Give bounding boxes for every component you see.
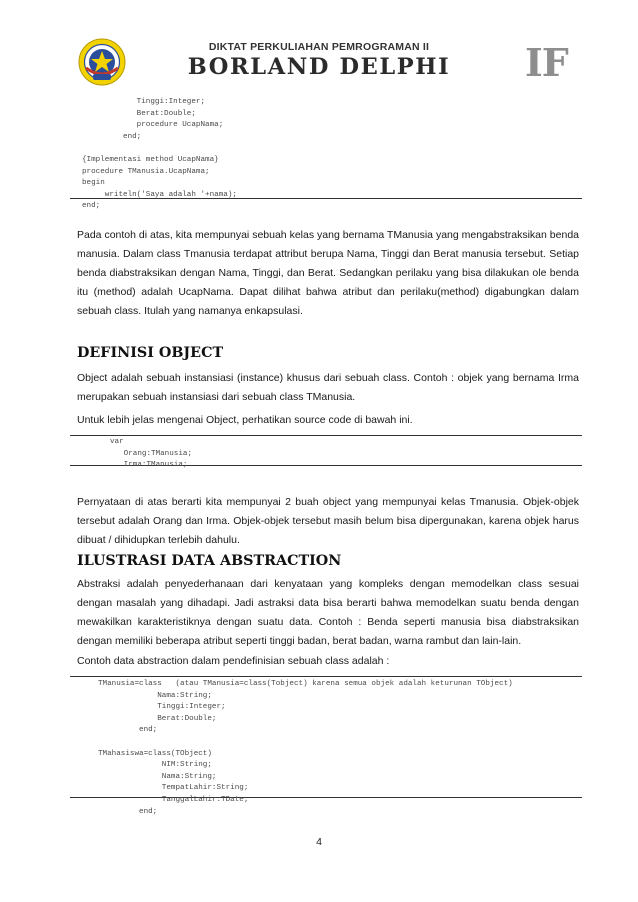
- header-title: BORLAND DELPHI: [187, 54, 451, 80]
- paragraph-abstraction-definition: Abstraksi adalah penyederhanaan dari kenyataan yang kompleks dengan memodelkan class sesuai dengan masalah yang dihadapi. Jadi astraksi data bisa berarti bahwa memodelkan suatu benda dengan mewakilkan karakteristiknya dengan suatu data. Contoh : Benda seperti manusia bisa diabstraksikan dengan memiliki beberapa atribut seperti tinggi badan, berat badan, warna rambut dan lain-lain.: [77, 578, 579, 647]
- paragraph-encapsulation: Pada contoh di atas, kita mempunyai sebuah kelas yang bernama TManusia yang mengabstraksikan benda manusia. Dalam class Tmanusia terdapat attribut berupa Nama, Tinggi dan Berat manusia tersebut. Setiap benda diabstraksikan dengan Nama, Tinggi, dan Berat. Sedangkan perilaku yang bisa dilakukan ole benda itu (method) adalah UcapNama. Dapat dilihat bahwa atribut dan perilaku(method) digabungkan dalam sebuah class. Itulah yang namanya enkapsulasi.: [77, 229, 579, 317]
- paragraph-source-intro: Untuk lebih jelas mengenai Object, perhatikan source code di bawah ini.: [77, 414, 413, 426]
- paragraph-object-definition: Object adalah sebuah instansiasi (instance) khusus dari sebuah class. Contoh : objek yang bernama Irma merupakan sebuah instansiasi dari sebuah class TManusia.: [77, 372, 579, 403]
- header-badge: IF: [525, 40, 568, 85]
- heading-data-abstraction: ILUSTRASI DATA ABSTRACTION: [77, 553, 342, 569]
- code-block-var-declaration: var Orang:TManusia; Irma:TManusia;: [70, 435, 582, 466]
- code-block-class-definitions: TManusia=class (atau TManusia=class(Tobject) karena semua objek adalah keturunan TObject) Nama:String; Tinggi:Integer; Berat:Double; end; TMahasiswa=class(TObject) NIM:String; Nama:String; TempatLahir:String; TanggalLahir:TDate; end;: [70, 676, 582, 798]
- paragraph-object-statement: Pernyataan di atas berarti kita mempunyai 2 buah object yang mempunyai kelas Tmanusia. Objek-objek tersebut adalah Orang dan Irma. Objek-objek tersebut masih belum bisa dipergunakan, karena objek harus dibuat / dihidupkan terlebih dahulu.: [77, 496, 579, 546]
- heading-definisi-object: DEFINISI OBJECT: [77, 345, 224, 361]
- page-number: 4: [316, 836, 322, 848]
- paragraph-abstraction-example-intro: Contoh data abstraction dalam pendefinisian sebuah class adalah :: [77, 655, 390, 667]
- code-block-class-continuation: Tinggi:Integer; Berat:Double; procedure UcapNama; end; {Implementasi method UcapNama} procedure TManusia.UcapNama; begin writeln('Saya adalah '+nama); end;: [70, 94, 582, 199]
- header-subtitle: DIKTAT PERKULIAHAN PEMROGRAMAN II: [208, 41, 430, 53]
